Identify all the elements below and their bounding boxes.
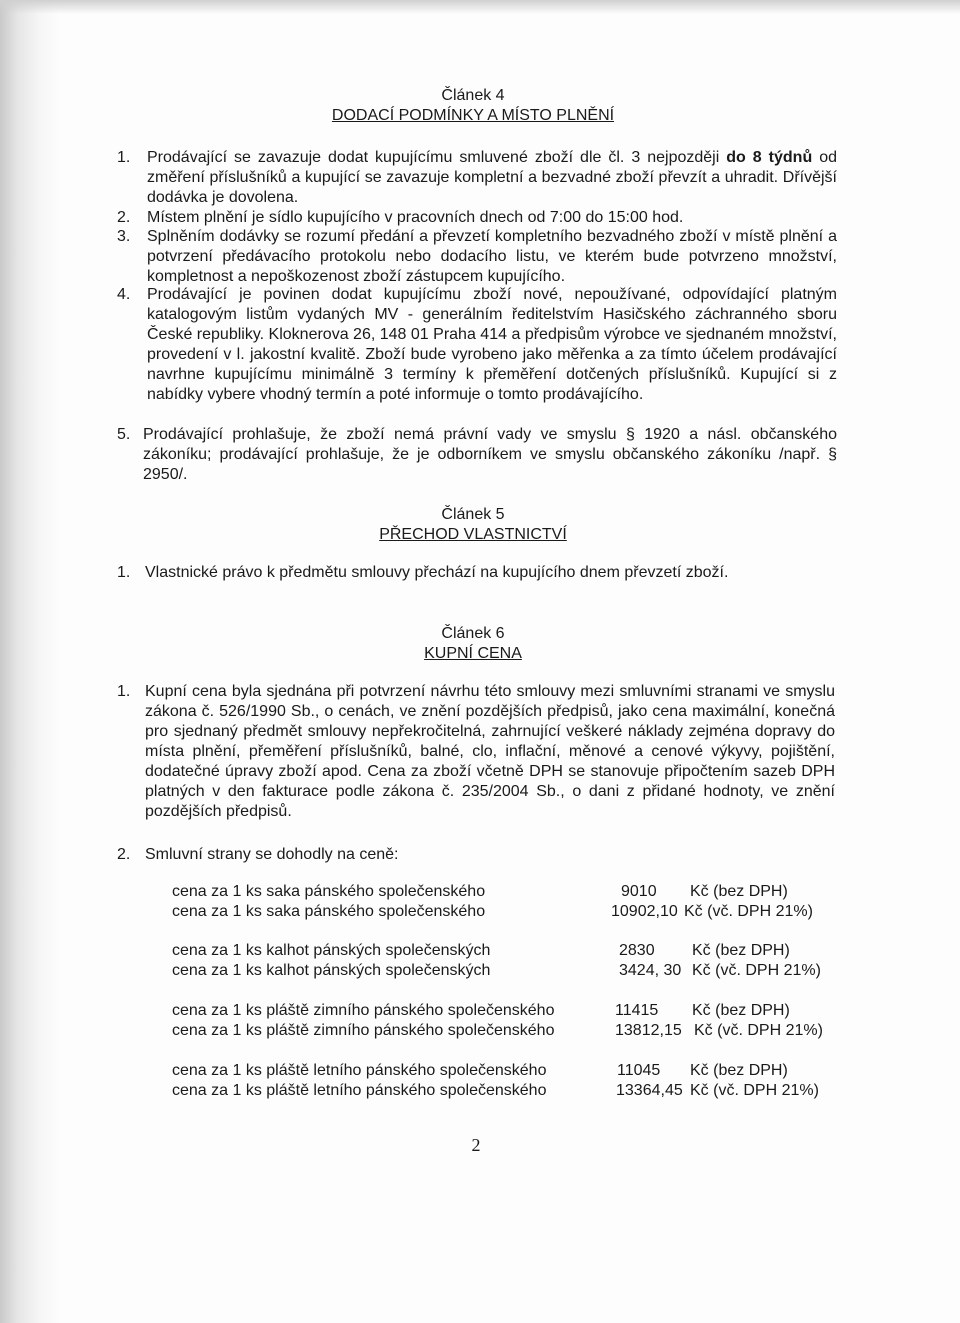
article-5-number: Článek 5 [441, 506, 505, 523]
article-4-item-5 [117, 425, 837, 485]
item-text: Prodávající prohlašuje, že zboží nemá právní vady ve smyslu § 1920 a násl. občanského zákoníku; prodávající prohlašuje, že je odborníkem ve smyslu občanského zákoníku /např. § 2950/. [143, 426, 837, 483]
item-text [147, 148, 837, 208]
article-4-number: Článek 4 [441, 87, 505, 104]
item-text-part: od změření příslušníků a kupující se zavazuje kompletní a bezvadné zboží převzít a uhradit. Dřívější dodávka je dovolena. [147, 149, 837, 206]
item-text-part: Prodávající se zavazuje dodat kupujícímu smluvené zboží dle čl. 3 nejpozději [147, 149, 727, 166]
article-4-item-4 [117, 285, 837, 425]
article-4-item-1 [117, 148, 837, 208]
article-4-item-3 [117, 227, 837, 287]
price-row [172, 902, 872, 922]
article-6-number: Článek 6 [441, 625, 505, 642]
price-currency: Kč (vč. DPH 21%) [692, 962, 821, 979]
item-text: Prodávající je povinen dodat kupujícímu zboží nové, nepoužívané, odpovídající platným katalogovým listům vydaných MV - generálním ředitelstvím Hasičského záchranného sboru České republiky. Kloknerova 26, 148 01 Praha 414 a předpisům výrobce ve sjednaném množství, provedení v l. jakostní kvalitě. Zboží bude vyrobeno jako měřenka a za tímto účelem prodávající navrhne kupujícímu minimálně 3 termíny k přeměření dotčených příslušníků. Kupující si z nabídky vybere vhodný termín a poté informuje o tomto prodávajícího. [147, 286, 837, 403]
article-5-heading [0, 505, 946, 545]
price-description: cena za 1 ks pláště zimního pánského společenského [172, 1022, 555, 1039]
item-number: 3. [117, 228, 131, 245]
item-text: Splněním dodávky se rozumí předání a převzetí kompletního bezvadného zboží v místě plnění a potvrzení předávacího protokolu nebo dodacího listu, ve kterém bude potvrzeno množství, kompletnost a nepoškozenost zboží zástupcem kupujícího. [147, 228, 837, 285]
article-4-item-2 [117, 208, 837, 228]
price-currency: Kč (bez DPH) [692, 1002, 790, 1019]
price-amount: 3424, 30 [619, 962, 682, 979]
price-currency: Kč (bez DPH) [692, 942, 790, 959]
article-6-item-2 [117, 845, 837, 865]
item-number: 1. [117, 564, 131, 581]
item-number: 2. [117, 209, 131, 226]
price-amount: 10902,10 [611, 903, 678, 920]
item-number: 2. [117, 846, 131, 863]
article-5-title: PŘECHOD VLASTNICTVÍ [379, 526, 567, 543]
price-row [172, 961, 872, 981]
price-row [172, 1001, 872, 1021]
price-description: cena za 1 ks saka pánského společenského [172, 903, 486, 920]
article-6-heading [0, 624, 946, 664]
price-amount: 11415 [615, 1002, 659, 1019]
price-description: cena za 1 ks kalhot pánských společenských [172, 962, 491, 979]
price-amount: 13812,15 [615, 1022, 682, 1039]
item-number: 1. [117, 149, 131, 166]
price-currency: Kč (bez DPH) [690, 883, 788, 900]
item-number: 4. [117, 286, 131, 303]
article-6-item-1 [117, 682, 837, 822]
item-text-bold: do 8 týdnů [726, 149, 813, 166]
price-amount: 13364,45 [616, 1082, 683, 1099]
price-amount: 11045 [617, 1062, 661, 1079]
price-currency: Kč (vč. DPH 21%) [690, 1082, 819, 1099]
price-amount: 9010 [621, 883, 657, 900]
item-text: Vlastnické právo k předmětu smlouvy přechází na kupujícího dnem převzetí zboží. [145, 564, 729, 581]
price-description: cena za 1 ks pláště letního pánského společenského [172, 1062, 547, 1079]
page-number: 2 [471, 1135, 481, 1155]
article-5-item-1 [117, 563, 837, 583]
price-description: cena za 1 ks pláště zimního pánského společenského [172, 1002, 555, 1019]
scan-shadow-top [0, 0, 960, 14]
price-currency: Kč (bez DPH) [690, 1062, 788, 1079]
price-description: cena za 1 ks pláště letního pánského společenského [172, 1082, 547, 1099]
price-row [172, 1081, 872, 1101]
price-row [172, 941, 872, 961]
price-amount: 2830 [619, 942, 655, 959]
article-4-title: DODACÍ PODMÍNKY A MÍSTO PLNĚNÍ [331, 107, 615, 124]
price-description: cena za 1 ks kalhot pánských společenských [172, 942, 491, 959]
item-number: 1. [117, 683, 131, 700]
price-row [172, 882, 872, 902]
price-description: cena za 1 ks saka pánského společenského [172, 883, 486, 900]
article-4-heading [0, 86, 946, 126]
price-row [172, 1061, 872, 1081]
item-text: Kupní cena byla sjednána při potvrzení návrhu této smlouvy mezi smluvními stranami ve smyslu zákona č. 526/1990 Sb., o cenách, ve znění pozdějších předpisů, jako cena maximální, konečná pro sjednaný předmět smlouvy nepřekročitelná, zahrnující veškeré náklady zejména dopravy do místa plnění, přeměření příslušníků, balné, clo, inflační, měnové a cenové výkyvy, pojištění, dodatečné úpravy zboží apod. Cena za zboží včetně DPH se stanovuje připočtením sazeb DPH platných v den fakturace podle zákona č. 235/2004 Sb., o dani z přidané hodnoty, ve znění pozdějších předpisů. [145, 683, 835, 820]
price-row [172, 1021, 872, 1041]
article-6-title: KUPNÍ CENA [424, 645, 522, 662]
item-text: Místem plnění je sídlo kupujícího v pracovních dnech od 7:00 do 15:00 hod. [147, 209, 684, 226]
price-currency: Kč (vč. DPH 21%) [694, 1022, 823, 1039]
item-number: 5. [117, 426, 131, 443]
item-text: Smluvní strany se dohodly na ceně: [145, 846, 399, 863]
price-currency: Kč (vč. DPH 21%) [684, 903, 813, 920]
